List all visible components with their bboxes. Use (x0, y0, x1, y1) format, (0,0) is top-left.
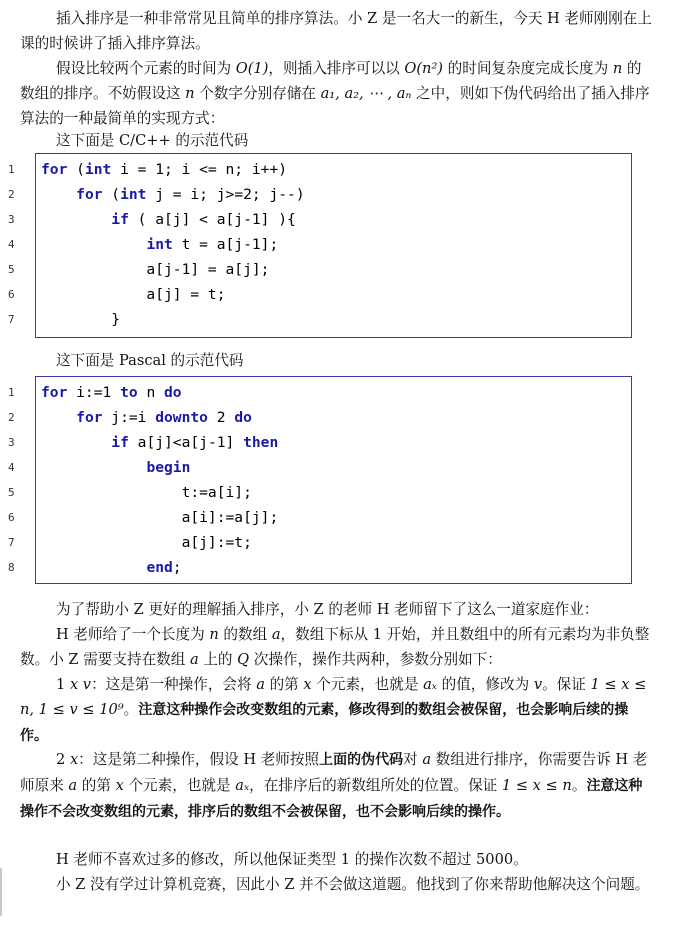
c-code-line (41, 232, 278, 257)
page-edge-mark (0, 868, 2, 916)
code-text (41, 559, 146, 576)
pascal-code-line (41, 430, 278, 455)
pascal-code-caption: 这下面是 Pascal 的示范代码 (56, 352, 244, 369)
pascal-code-line (41, 505, 278, 530)
c-line-number: 2 (8, 188, 15, 201)
c-line-number: 4 (8, 238, 15, 251)
closing-paragraph: 小 Z 没有学过计算机竞赛，因此小 Z 并不会做这道题。他找到了你来帮助他解决这个问题。 (56, 876, 650, 893)
code-text: a[j]:=t; (41, 534, 252, 551)
code-keyword: for (41, 384, 68, 401)
code-text: t = a[j-1]; (172, 236, 279, 253)
code-text (41, 409, 76, 426)
operation-1-paragraph: 1 x v：这是第一种操作，会将 a 的第 x 个元素，也就是 aₓ 的值，修改为 v。保证 1 ≤ x ≤ n, 1 ≤ v ≤ 10⁹。注意这种操作会改变数组的元素，修改得到的数组会被保留，也会影响后续的操作。 (20, 676, 647, 744)
code-keyword: then (243, 434, 279, 451)
code-keyword: for (76, 409, 103, 426)
code-keyword: for (41, 161, 68, 178)
code-text: n (137, 384, 165, 401)
c-code-line (41, 257, 269, 282)
pascal-line-number: 7 (8, 536, 15, 549)
pascal-code-line (41, 530, 252, 555)
code-keyword: for (76, 186, 103, 203)
pascal-code-line (41, 480, 252, 505)
code-keyword: if (111, 211, 129, 228)
code-text: j:=i (102, 409, 156, 426)
code-text: j = i; j>=2; j--) (146, 186, 305, 203)
pascal-line-number: 4 (8, 461, 15, 474)
c-line-number: 3 (8, 213, 15, 226)
code-text (41, 434, 111, 451)
code-keyword: int (84, 161, 112, 178)
operation-2-paragraph: 2 x：这是第二种操作，假设 H 老师按照上面的伪代码对 a 数组进行排序，你需要告诉 H 老师原来 a 的第 x 个元素，也就是 aₓ，在排序后的新数组所处的位置。保证 1 ≤ x ≤ n。注意这种操作不会改变数组的元素，排序后的数组不会被保留，也不会影响后续的操作。 (20, 751, 648, 820)
code-text: 2 (207, 409, 235, 426)
code-keyword: int (120, 186, 147, 203)
code-keyword: to (120, 384, 138, 401)
c-code-line (41, 182, 305, 207)
intro-paragraph: 插入排序是一种非常常见且简单的排序算法。小 Z 是一名大一的新生，今天 H 老师刚刚在上课的时候讲了插入排序算法。 (20, 10, 652, 52)
code-text: a[j] = t; (41, 286, 226, 303)
c-code-line (41, 157, 287, 182)
pascal-code-listing (0, 376, 673, 586)
code-keyword: downto (155, 409, 208, 426)
pascal-line-number: 5 (8, 486, 15, 499)
c-code-line (41, 307, 120, 332)
pascal-line-number: 2 (8, 411, 15, 424)
code-text: ( (102, 186, 121, 203)
c-line-number: 5 (8, 263, 15, 276)
pascal-line-number: 3 (8, 436, 15, 449)
pascal-code-line (41, 555, 182, 580)
code-keyword: int (146, 236, 173, 253)
c-code-listing (0, 153, 673, 339)
limit-paragraph: H 老师不喜欢过多的修改，所以他保证类型 1 的操作次数不超过 5000。 (56, 851, 528, 868)
code-text (41, 186, 76, 203)
code-text: a[i]:=a[j]; (41, 509, 279, 526)
c-line-number: 1 (8, 163, 15, 176)
code-text: a[j-1] = a[j]; (41, 261, 270, 278)
code-text: } (41, 311, 121, 328)
code-keyword: begin (146, 459, 191, 476)
code-keyword: if (111, 434, 129, 451)
pascal-line-number: 6 (8, 511, 15, 524)
code-text: i:=1 (67, 384, 121, 401)
code-keyword: do (164, 384, 182, 401)
code-keyword: end (146, 559, 173, 576)
code-text: ( a[j] < a[j-1] ){ (128, 211, 296, 228)
c-code-line (41, 207, 296, 232)
pascal-code-line (41, 455, 190, 480)
c-code-caption: 这下面是 C/C++ 的示范代码 (56, 132, 249, 149)
code-text: i = 1; i <= n; i++) (111, 161, 288, 178)
code-text (41, 459, 146, 476)
code-text (41, 211, 111, 228)
c-code-line (41, 282, 226, 307)
code-text: ; (172, 559, 182, 576)
pascal-code-line (41, 405, 252, 430)
pascal-code-line (41, 380, 182, 405)
c-line-number: 6 (8, 288, 15, 301)
complexity-paragraph: 假设比较两个元素的时间为 O(1)，则插入排序可以以 O(n²) 的时间复杂度完成长度为 n 的数组的排序。不妨假设这 n 个数字分别存储在 a₁, a₂, ⋯ , aₙ 之中，则如下伪代码给出了插入排序算法的一种最简单的实现方式： (20, 60, 650, 127)
pascal-line-number: 1 (8, 386, 15, 399)
code-text: ( (67, 161, 85, 178)
code-text: a[j]<a[j-1] (128, 434, 244, 451)
homework-paragraph: 为了帮助小 Z 更好的理解插入排序，小 Z 的老师 H 老师留下了这么一道家庭作业： (56, 601, 599, 618)
pascal-line-number: 8 (8, 561, 15, 574)
c-line-number: 7 (8, 313, 15, 326)
code-keyword: do (234, 409, 252, 426)
array-paragraph: H 老师给了一个长度为 n 的数组 a，数组下标从 1 开始，并且数组中的所有元素均为非负整数。小 Z 需要支持在数组 a 上的 Q 次操作，操作共两种，参数分别如下： (20, 626, 650, 668)
code-text (41, 236, 146, 253)
code-text: t:=a[i]; (41, 484, 252, 501)
